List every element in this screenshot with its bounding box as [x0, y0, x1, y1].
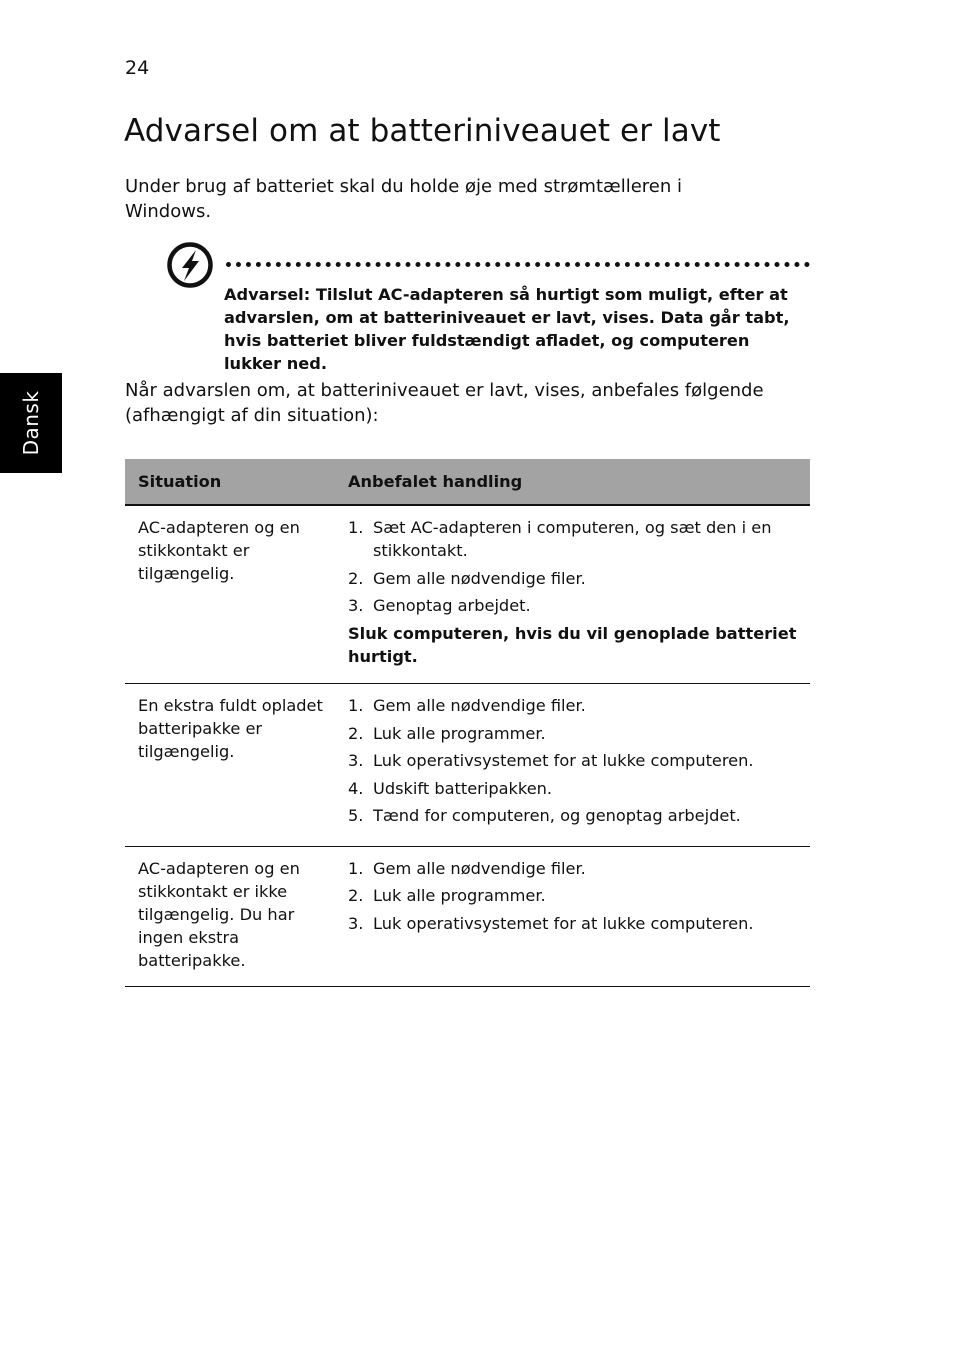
- list-item: 2. Luk alle programmer.: [348, 886, 546, 905]
- step-list: [348, 694, 810, 827]
- warning-text: Advarsel: Tilslut AC-adapteren så hurtigt som muligt, efter at advarslen, om at batteriniveauet er lavt, vises. Data går tabt, hvis batteriet bliver fuldstændigt afladet, og computeren lukker ned.: [224, 285, 790, 373]
- list-item: 3. Luk operativsystemet for at lukke computeren.: [348, 913, 754, 933]
- situation-cell: AC-adapteren og en stikkontakt er tilgængelig.: [125, 505, 335, 684]
- lead-paragraph: Når advarslen om, at batteriniveauet er lavt, vises, anbefales følgende (afhængigt af din situation):: [125, 380, 764, 426]
- step-list: [348, 857, 810, 935]
- language-tab: [0, 373, 62, 473]
- action-cell: [335, 505, 810, 684]
- list-item: 3. Genoptag arbejdet.: [348, 596, 531, 615]
- warning-divider: [226, 262, 810, 267]
- table-header-row: [125, 459, 810, 505]
- recommendation-table: [125, 459, 810, 987]
- table-row: [125, 505, 810, 684]
- step-list: [348, 516, 810, 617]
- list-item: 1. Gem alle nødvendige filer.: [348, 696, 586, 715]
- page-number: 24: [125, 57, 150, 79]
- list-item: 2. Luk alle programmer.: [348, 723, 546, 743]
- situation-cell: AC-adapteren og en stikkontakt er ikke tilgængelig. Du har ingen ekstra batteripakke.: [125, 846, 335, 986]
- list-item: 5. Tænd for computeren, og genoptag arbejdet.: [348, 806, 741, 825]
- list-item: 4. Udskift batteripakken.: [348, 778, 553, 798]
- list-item: 1. Gem alle nødvendige filer.: [348, 858, 586, 878]
- language-tab-label: Dansk: [19, 390, 43, 456]
- action-note: Sluk computeren, hvis du vil genoplade batteriet hurtigt.: [348, 623, 797, 666]
- list-item: 3. Luk operativsystemet for at lukke computeren.: [348, 751, 754, 770]
- table-row: [125, 846, 810, 986]
- page-title: Advarsel om at batteriniveauet er lavt: [124, 113, 721, 149]
- action-cell: [335, 846, 810, 986]
- table-row: [125, 684, 810, 847]
- action-cell: [335, 684, 810, 847]
- situation-cell: En ekstra fuldt opladet batteripakke er tilgængelig.: [125, 684, 335, 847]
- intro-paragraph: Under brug af batteriet skal du holde øje med strømtælleren i Windows.: [125, 176, 682, 222]
- list-item: 2. Gem alle nødvendige filer.: [348, 568, 586, 588]
- warning-lightning-icon: [166, 241, 214, 289]
- header-situation: Situation: [125, 459, 335, 505]
- list-item: 1. Sæt AC-adapteren i computeren, og sæt den i en stikkontakt.: [348, 518, 772, 560]
- header-action: Anbefalet handling: [335, 459, 810, 505]
